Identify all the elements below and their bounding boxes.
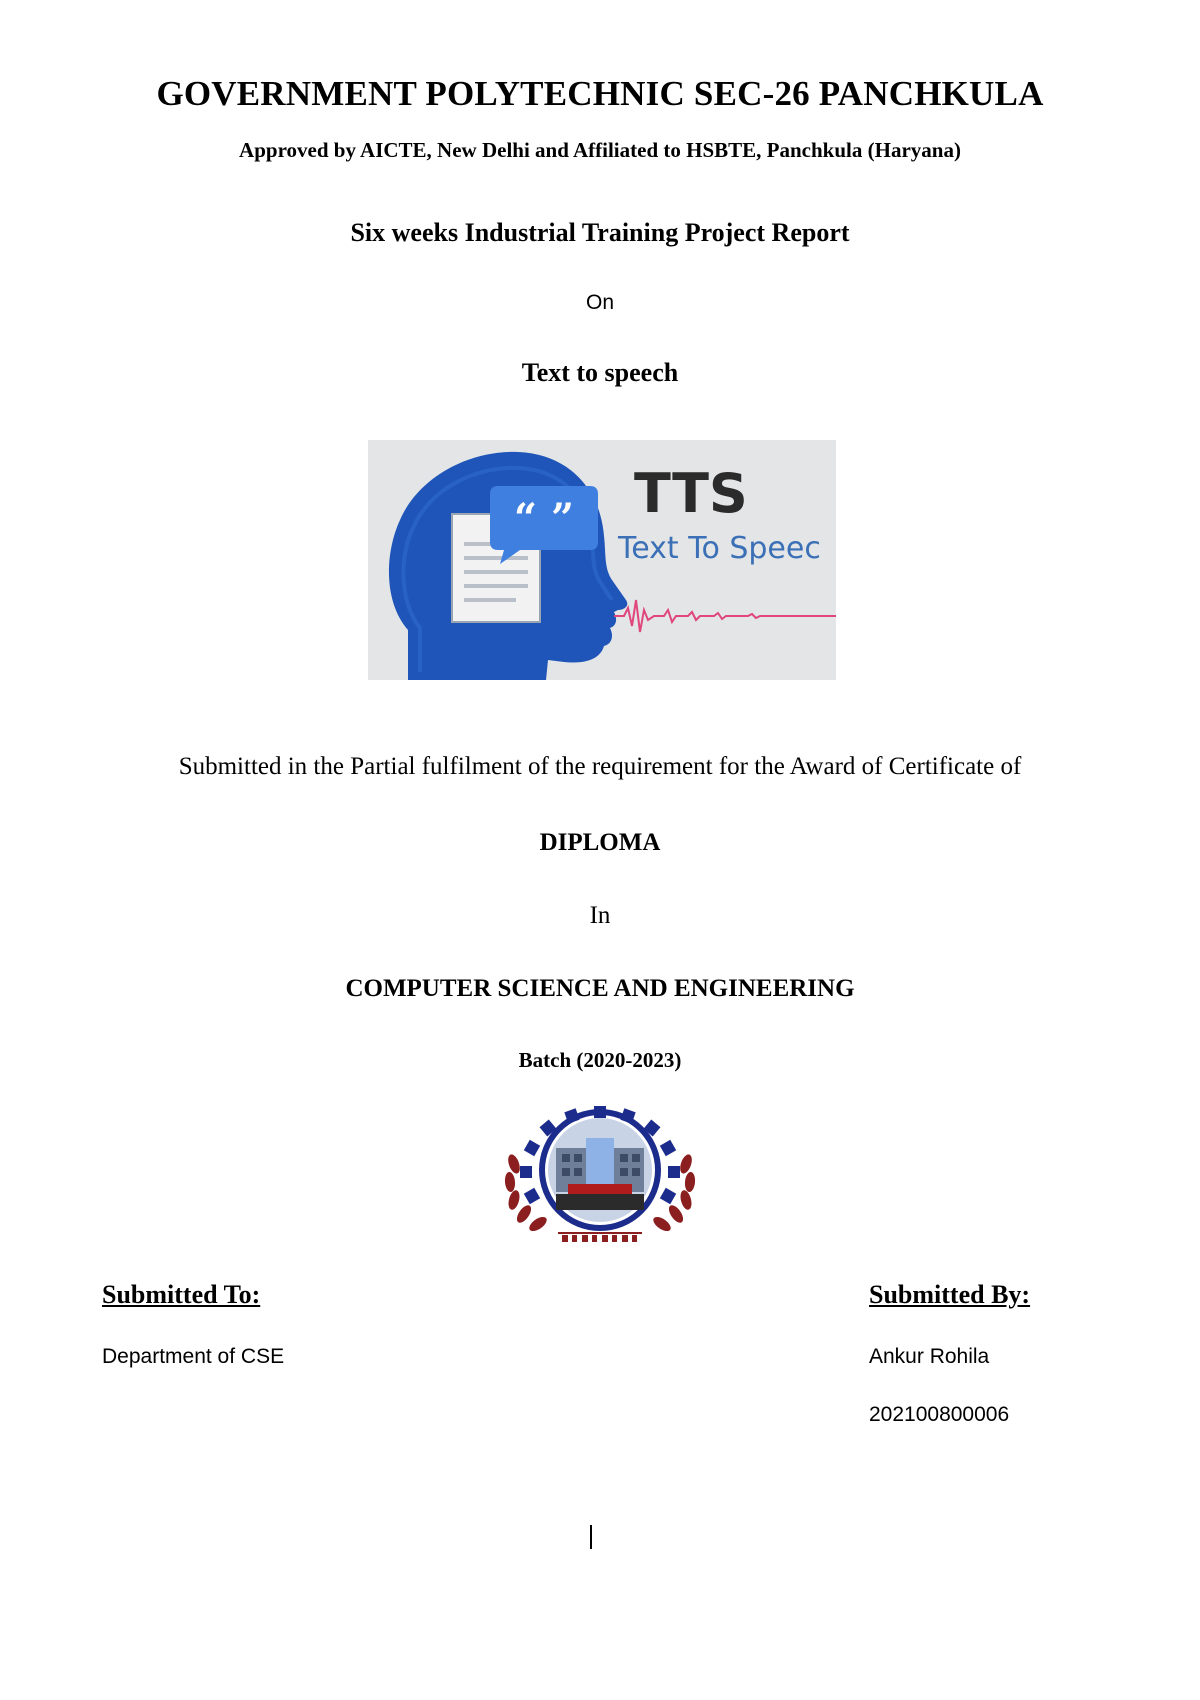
affiliation-line: Approved by AICTE, New Delhi and Affiliated to HSBTE, Panchkula (Haryana) — [239, 138, 961, 162]
degree-name: DIPLOMA — [539, 829, 661, 856]
award-statement: Submitted in the Partial fulfilment of the requirement for the Award of Certificate of — [178, 753, 1022, 780]
submitted-by-heading: Submitted By: — [869, 1280, 1031, 1309]
batch-years: Batch (2020-2023) — [518, 1048, 682, 1072]
tts-banner-image — [368, 440, 836, 680]
project-topic: Text to speech — [521, 358, 679, 387]
submitted-to-heading: Submitted To: — [102, 1280, 261, 1309]
in-label: In — [589, 902, 611, 929]
on-label: On — [585, 291, 614, 314]
submitted-to-department: Department of CSE — [102, 1345, 285, 1368]
institute-title: GOVERNMENT POLYTECHNIC SEC-26 PANCHKULA — [156, 74, 1044, 113]
banner-heading: TTS — [634, 462, 748, 525]
student-name: Ankur Rohila — [869, 1345, 990, 1368]
page-number-marker — [590, 1525, 592, 1549]
college-emblem — [496, 1104, 704, 1246]
quote-marks: “ ” — [514, 495, 574, 542]
branch-name: COMPUTER SCIENCE AND ENGINEERING — [345, 975, 855, 1002]
report-title: Six weeks Industrial Training Project Report — [350, 218, 850, 247]
student-roll-number: 202100800006 — [869, 1403, 1010, 1426]
banner-caption: Text To Speec — [618, 531, 821, 566]
